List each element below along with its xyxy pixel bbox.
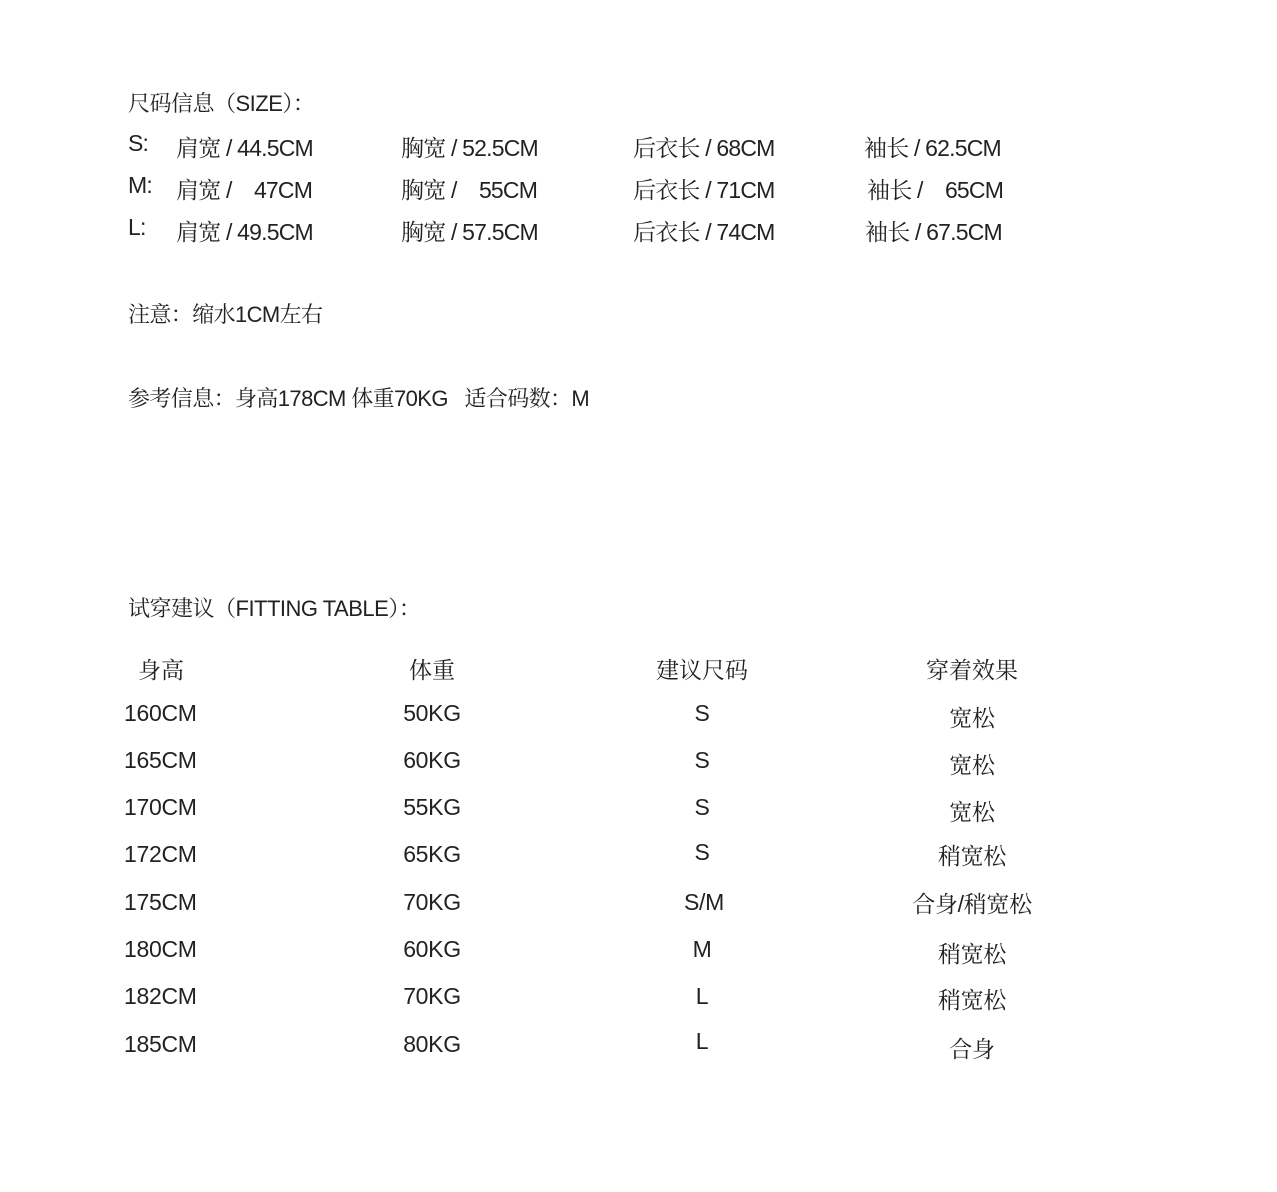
header-weight: 体重 — [409, 657, 455, 683]
cell-fit: 稍宽松 — [937, 843, 1007, 869]
cell-fit: 宽松 — [949, 799, 995, 825]
cell-size: S — [694, 839, 710, 865]
cell-weight: 50KG — [403, 700, 461, 726]
cell-height: 165CM — [124, 747, 197, 773]
back-length: 后衣长 / 68CM — [633, 135, 775, 161]
cell-weight: 65KG — [403, 841, 461, 867]
cell-weight: 80KG — [403, 1031, 461, 1057]
cell-size: S/M — [684, 889, 724, 915]
cell-height: 185CM — [124, 1031, 197, 1057]
shoulder-width: 肩宽 / 47CM — [176, 177, 313, 203]
cell-weight: 70KG — [403, 889, 461, 915]
cell-height: 175CM — [124, 889, 197, 915]
cell-fit: 合身/稍宽松 — [912, 891, 1032, 917]
cell-size: M — [692, 936, 712, 962]
back-length: 后衣长 / 74CM — [633, 219, 775, 245]
size-label: M: — [128, 172, 152, 198]
cell-size: S — [694, 794, 710, 820]
cell-weight: 70KG — [403, 983, 461, 1009]
cell-fit: 宽松 — [949, 705, 995, 731]
cell-fit: 稍宽松 — [937, 941, 1007, 967]
header-fit-effect: 穿着效果 — [926, 657, 1018, 683]
shoulder-width: 肩宽 / 44.5CM — [176, 135, 313, 161]
shrinkage-notice: 注意：缩水1CM左右 — [128, 302, 323, 327]
cell-weight: 55KG — [403, 794, 461, 820]
sleeve-length: 袖长 / 67.5CM — [865, 219, 1002, 245]
chest-width: 胸宽 / 52.5CM — [401, 135, 538, 161]
header-height: 身高 — [138, 657, 184, 683]
cell-height: 182CM — [124, 983, 197, 1009]
fitting-section-title: 试穿建议（FITTING TABLE）： — [128, 596, 421, 621]
cell-height: 170CM — [124, 794, 197, 820]
cell-fit: 稍宽松 — [937, 987, 1007, 1013]
cell-fit: 宽松 — [949, 752, 995, 778]
cell-size: L — [695, 983, 709, 1009]
reference-info: 参考信息：身高178CM 体重70KG 适合码数：M — [128, 386, 590, 411]
cell-height: 172CM — [124, 841, 197, 867]
size-label: L: — [128, 214, 146, 240]
chest-width: 胸宽 / 55CM — [401, 177, 538, 203]
cell-height: 180CM — [124, 936, 197, 962]
header-suggested-size: 建议尺码 — [656, 657, 748, 683]
cell-weight: 60KG — [403, 747, 461, 773]
cell-size: L — [695, 1028, 709, 1054]
sleeve-length: 袖长 / 62.5CM — [864, 135, 1001, 161]
back-length: 后衣长 / 71CM — [633, 177, 775, 203]
cell-size: S — [694, 700, 710, 726]
shoulder-width: 肩宽 / 49.5CM — [176, 219, 313, 245]
sleeve-length: 袖长 / 65CM — [867, 177, 1004, 203]
cell-size: S — [694, 747, 710, 773]
size-label: S: — [128, 130, 149, 156]
chest-width: 胸宽 / 57.5CM — [401, 219, 538, 245]
size-section-title: 尺码信息（SIZE）： — [128, 91, 315, 116]
cell-fit: 合身 — [949, 1036, 995, 1062]
cell-height: 160CM — [124, 700, 197, 726]
cell-weight: 60KG — [403, 936, 461, 962]
